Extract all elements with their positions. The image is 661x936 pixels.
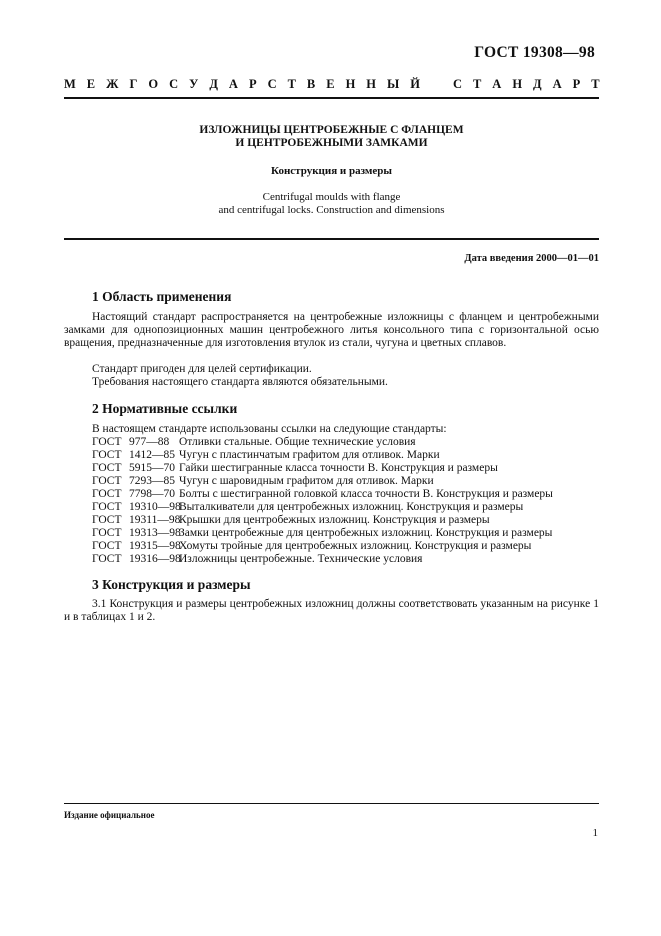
footer-divider: [64, 803, 599, 804]
banner-letter: А: [552, 77, 562, 91]
reference-item: [92, 540, 531, 552]
banner-letter: Ы: [387, 77, 400, 91]
banner-letter: О: [148, 77, 159, 91]
page-number: 1: [592, 827, 598, 839]
section-1-paragraph: [64, 311, 599, 350]
section-1-heading: 1 Область применения: [92, 289, 232, 304]
banner-letter: С: [267, 77, 277, 91]
reference-item: [92, 462, 498, 474]
reference-item: [92, 475, 434, 487]
ref-title: Болты с шестигранной головкой класса точности В. Конструкция и размеры: [179, 488, 553, 500]
title-en-line1: Centrifugal moulds with flange: [262, 191, 401, 203]
title-russian: [64, 124, 599, 150]
ref-title: Чугун с шаровидным графитом для отливок. Марки: [179, 475, 434, 487]
banner-letter: М: [64, 77, 76, 91]
ref-number: 19311—98: [129, 514, 181, 526]
interstate-standard-banner: [64, 77, 600, 92]
banner-letter: В: [306, 77, 316, 91]
ref-code: ГОСТ: [92, 501, 122, 513]
title-divider: [64, 238, 599, 240]
banner-letter: Г: [129, 77, 138, 91]
section-3-heading: 3 Конструкция и размеры: [92, 577, 251, 592]
ref-title: Отливки стальные. Общие технические условия: [179, 436, 416, 448]
banner-letter: Т: [287, 77, 296, 91]
ref-number: 5915—70: [129, 462, 175, 474]
ref-number: 19315—98: [129, 540, 181, 552]
banner-letter: Н: [512, 77, 523, 91]
section-2-heading: 2 Нормативные ссылки: [92, 401, 238, 416]
section-3-paragraph: [64, 598, 599, 624]
title-ru-line1: ИЗЛОЖНИЦЫ ЦЕНТРОБЕЖНЫЕ С ФЛАНЦЕМ: [199, 124, 464, 136]
banner-letter: Н: [345, 77, 356, 91]
title-en-line2: and centrifugal locks. Construction and dimensions: [218, 204, 445, 216]
ref-title: Изложницы центробежные. Технические условия: [179, 553, 423, 565]
banner-letter: Н: [366, 77, 377, 91]
references-intro: В настоящем стандарте использованы ссылки на следующие стандарты:: [92, 423, 447, 435]
scope-text: Настоящий стандарт распространяется на центробежные изложницы с фланцем и центробежными замками для однопозиционных машин центробежного литья консольного типа с горизонтальной осью вращения, предназначенные для изготовления втулок из стали, чугуна и цветных сплавов.: [64, 311, 599, 349]
ref-number: 19313—98: [129, 527, 181, 539]
banner-letter: С: [169, 77, 179, 91]
ref-title: Хомуты тройные для центробежных изложниц. Конструкция и размеры: [179, 540, 532, 552]
subtitle-russian: Конструкция и размеры: [271, 165, 392, 177]
document-number: ГОСТ 19308—98: [474, 44, 595, 61]
ref-number: 7293—85: [129, 475, 175, 487]
ref-code: ГОСТ: [92, 540, 122, 552]
ref-title: Крышки для центробежных изложниц. Конструкция и размеры: [179, 514, 490, 526]
ref-title: Выталкиватели для центробежных изложниц. Конструкция и размеры: [179, 501, 524, 513]
banner-letter: Е: [326, 77, 335, 91]
reference-item: [92, 514, 490, 526]
banner-letter: Й: [410, 77, 420, 91]
banner-letter: Д: [209, 77, 218, 91]
ref-code: ГОСТ: [92, 514, 122, 526]
ref-number: 7798—70: [129, 488, 175, 500]
mandatory-line: Требования настоящего стандарта являются обязательными.: [92, 376, 388, 388]
ref-number: 1412—85: [129, 449, 175, 461]
certification-line: Стандарт пригоден для целей сертификации.: [92, 363, 312, 375]
ref-code: ГОСТ: [92, 436, 122, 448]
ref-title: Замки центробежные для центробежных изложниц. Конструкция и размеры: [179, 527, 553, 539]
banner-letter: А: [492, 77, 502, 91]
ref-code: ГОСТ: [92, 475, 122, 487]
construction-text: 3.1 Конструкция и размеры центробежных изложниц должны соответствовать указанным на рисунке 1 и в таблицах 1 и 2.: [64, 598, 599, 623]
banner-letter: Т: [472, 77, 482, 91]
introduction-date: Дата введения 2000—01—01: [464, 253, 599, 264]
reference-item: [92, 436, 416, 448]
ref-title: Чугун с пластинчатым графитом для отливок. Марки: [179, 449, 440, 461]
banner-letter: Т: [591, 77, 600, 91]
reference-item: [92, 449, 440, 461]
banner-letter: Е: [86, 77, 96, 91]
ref-code: ГОСТ: [92, 449, 122, 461]
ref-number: 19316—98: [129, 553, 181, 565]
ref-code: ГОСТ: [92, 462, 122, 474]
ref-number: 977—88: [129, 436, 170, 448]
title-ru-line2: И ЦЕНТРОБЕЖНЫМИ ЗАМКАМИ: [235, 137, 428, 149]
ref-code: ГОСТ: [92, 527, 122, 539]
ref-number: 19310—98: [129, 501, 181, 513]
reference-item: [92, 527, 552, 539]
reference-item: [92, 501, 523, 513]
banner-letter: С: [452, 77, 462, 91]
banner-letter: Р: [572, 77, 581, 91]
official-edition-label: Издание официальное: [64, 810, 155, 820]
title-english: [64, 191, 599, 217]
banner-letter: Ж: [106, 77, 119, 91]
ref-code: ГОСТ: [92, 488, 122, 500]
top-divider: [64, 97, 599, 99]
reference-item: [92, 553, 422, 565]
ref-code: ГОСТ: [92, 553, 122, 565]
banner-letter: Д: [533, 77, 542, 91]
ref-title: Гайки шестигранные класса точности В. Конструкция и размеры: [179, 462, 498, 474]
banner-letter: А: [228, 77, 238, 91]
reference-item: [92, 488, 553, 500]
banner-letter: У: [189, 77, 199, 91]
banner-letter: Р: [248, 77, 257, 91]
